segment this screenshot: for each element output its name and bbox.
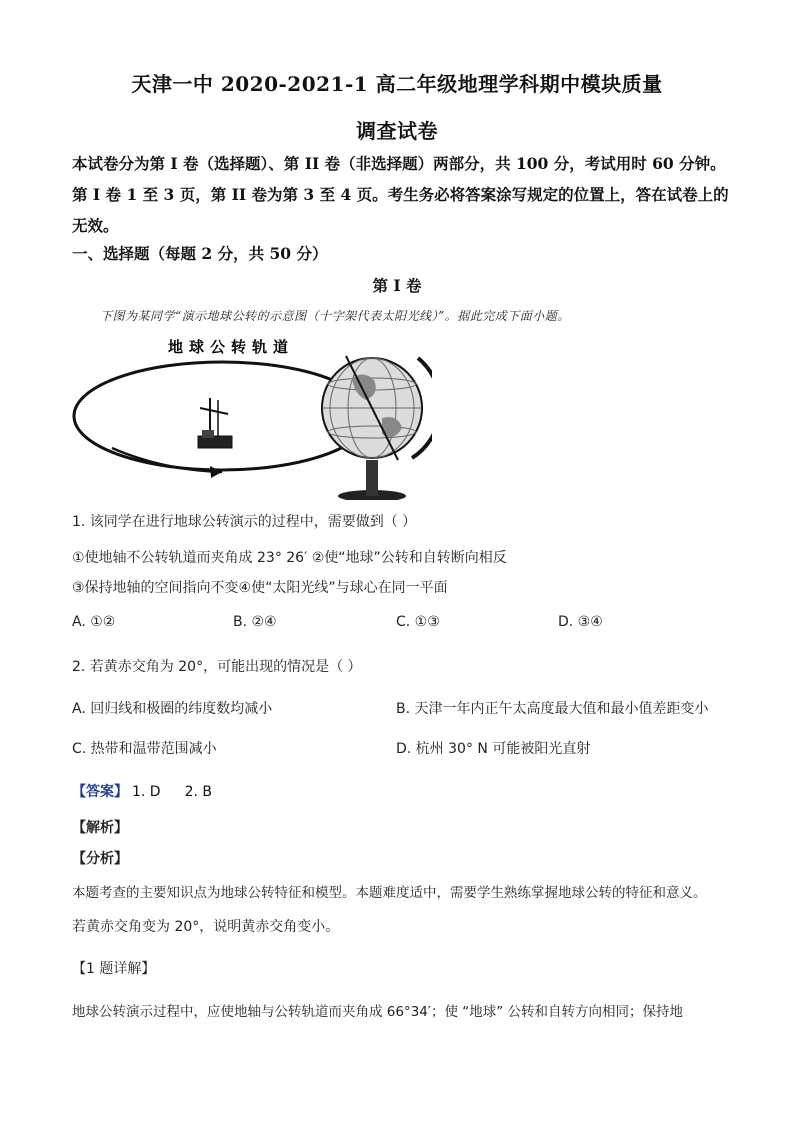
answer-2: 2. B	[184, 784, 213, 800]
analysis-paragraph: 本题考查的主要知识点为地球公转特征和模型。本题难度适中，需要学生熟练掌握地球公转的特征和意义。	[72, 885, 707, 901]
orbit-arrow-head	[210, 466, 222, 478]
section-heading: 一、选择题（每题 2 分，共 50 分）	[72, 244, 328, 263]
answer-tag: 【答案】	[72, 784, 128, 800]
question-2-option-a: A. 回归线和极圈的纬度数均减小	[72, 701, 273, 717]
question-2-stem: 2. 若黄赤交角为 20°，可能出现的情况是（ ）	[72, 659, 362, 675]
globe-model	[322, 356, 432, 500]
detail-paragraph: 地球公转演示过程中，应使地轴与公转轨道而夹角成 66°34′；使 “地球” 公转和自转方向相同；保持地	[72, 1004, 684, 1020]
sunlight-cross	[198, 398, 232, 448]
detail-tag: 【1 题详解】	[72, 961, 156, 977]
instructions-line: 第 I 卷 1 至 3 页，第 II 卷为第 3 至 4 页。考生务必将答案涂写规定的位置上，答在试卷上的	[72, 185, 729, 204]
exam-title: 天津一中 2020-2021-1 高二年级地理学科期中模块质量	[131, 72, 663, 96]
orbit-label: 地球公转轨道	[168, 338, 295, 356]
question-1-statement: ③保持地轴的空间指向不变④使“太阳光线”与球心在同一平面	[72, 580, 448, 596]
analysis-paragraph: 若黄赤交角变为 20°，说明黄赤交角变小。	[72, 919, 340, 935]
answer-row	[72, 781, 212, 801]
question-1-option-d: D. ③④	[558, 614, 603, 630]
orbit-diagram	[72, 330, 432, 500]
instructions-line: 本试卷分为第 I 卷（选择题）、第 II 卷（非选择题）两部分，共 100 分，考试用时 60 分钟。	[72, 154, 726, 173]
instructions-line: 无效。	[72, 216, 119, 235]
answer-1: 1. D	[132, 784, 161, 800]
question-1-statement: ①使地轴不公转轨道而夹角成 23° 26′ ②使“地球”公转和自转断向相反	[72, 550, 507, 566]
question-2-option-c: C. 热带和温带范围减小	[72, 741, 217, 757]
question-1-option-c: C. ①③	[396, 614, 440, 630]
jiexi-tag: 【解析】	[72, 820, 128, 836]
question-2-option-b: B. 天津一年内正午太高度最大值和最小值差距变小	[396, 701, 709, 717]
orbit-figure	[72, 330, 432, 504]
question-1-option-a: A. ①②	[72, 614, 116, 630]
question-2-option-d: D. 杭州 30° N 可能被阳光直射	[396, 741, 591, 757]
exam-instructions	[72, 148, 732, 241]
fenxi-tag: 【分析】	[72, 851, 128, 867]
exam-subtitle: 调查试卷	[356, 119, 438, 143]
volume-title: 第 I 卷	[372, 276, 422, 295]
question-1-option-b: B. ②④	[233, 614, 277, 630]
question-1-stem: 1. 该同学在进行地球公转演示的过程中，需要做到（ ）	[72, 514, 417, 530]
figure-caption: 下图为某同学“演示地球公转的示意图（十字架代表太阳光线）”。据此完成下面小题。	[100, 309, 570, 323]
